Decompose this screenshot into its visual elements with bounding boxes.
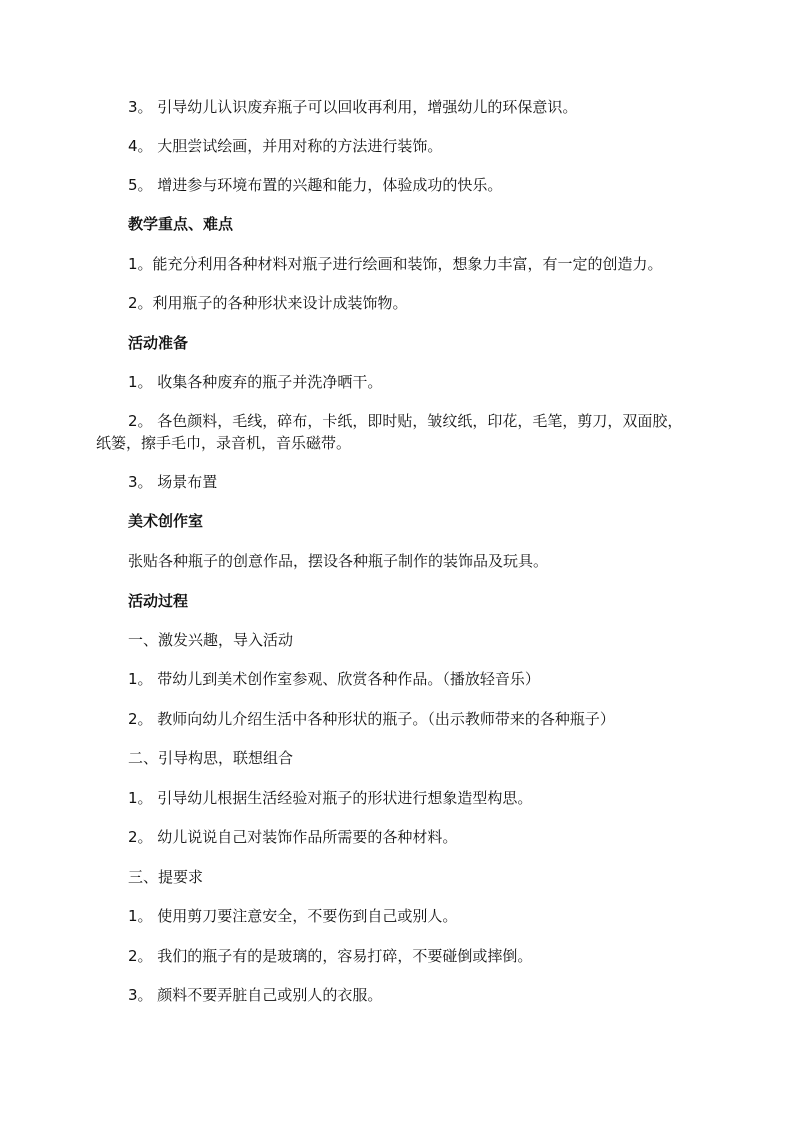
process-section-1-item-2: 2。 教师向幼儿介绍生活中各种形状的瓶子。（出示教师带来的各种瓶子）: [128, 710, 615, 728]
process-section-3-item-1: 1。 使用剪刀要注意安全，不要伤到自己或别人。: [128, 907, 458, 925]
process-section-2-item-2: 2。 幼儿说说自己对装饰作品所需要的各种材料。: [128, 828, 458, 846]
goal-item-3: 3。 引导幼儿认识废弃瓶子可以回收再利用，增强幼儿的环保意识。: [128, 98, 578, 116]
preparation-item-2: 2。 各色颜料，毛线，碎布，卡纸，即时贴，皱纹纸，印花，毛笔，剪刀，双面胶，纸篓，擦手毛巾，录音机，音乐磁带。: [96, 412, 683, 452]
preparation-heading: 活动准备: [128, 334, 189, 352]
key-point-item-1: 1。能充分利用各种材料对瓶子进行绘画和装饰，想象力丰富，有一定的创造力。: [128, 255, 663, 273]
goal-item-5: 5。 增进参与环境布置的兴趣和能力，体验成功的快乐。: [128, 176, 503, 194]
process-section-3-item-3: 3。 颜料不要弄脏自己或别人的衣服。: [128, 986, 383, 1004]
studio-heading: 美术创作室: [128, 512, 204, 530]
process-heading: 活动过程: [128, 592, 189, 610]
studio-text: 张贴各种瓶子的创意作品，摆设各种瓶子制作的装饰品及玩具。: [128, 552, 549, 570]
process-section-2-title: 二、引导构思，联想组合: [128, 749, 294, 767]
process-section-1-title: 一、激发兴趣，导入活动: [128, 631, 294, 649]
process-section-3-item-2: 2。 我们的瓶子有的是玻璃的，容易打碎，不要碰倒或摔倒。: [128, 947, 533, 965]
preparation-item-3: 3。 场景布置: [128, 473, 218, 491]
process-section-1-item-1: 1。 带幼儿到美术创作室参观、欣赏各种作品。（播放轻音乐）: [128, 670, 540, 688]
process-section-2-item-1: 1。 引导幼儿根据生活经验对瓶子的形状进行想象造型构思。: [128, 789, 533, 807]
preparation-item-1: 1。 收集各种废弃的瓶子并洗净晒干。: [128, 373, 383, 391]
key-point-item-2: 2。利用瓶子的各种形状来设计成装饰物。: [128, 294, 408, 312]
key-points-heading: 教学重点、难点: [128, 215, 234, 233]
process-section-3-title: 三、提要求: [128, 868, 204, 886]
goal-item-4: 4。 大胆尝试绘画，并用对称的方法进行装饰。: [128, 137, 443, 155]
